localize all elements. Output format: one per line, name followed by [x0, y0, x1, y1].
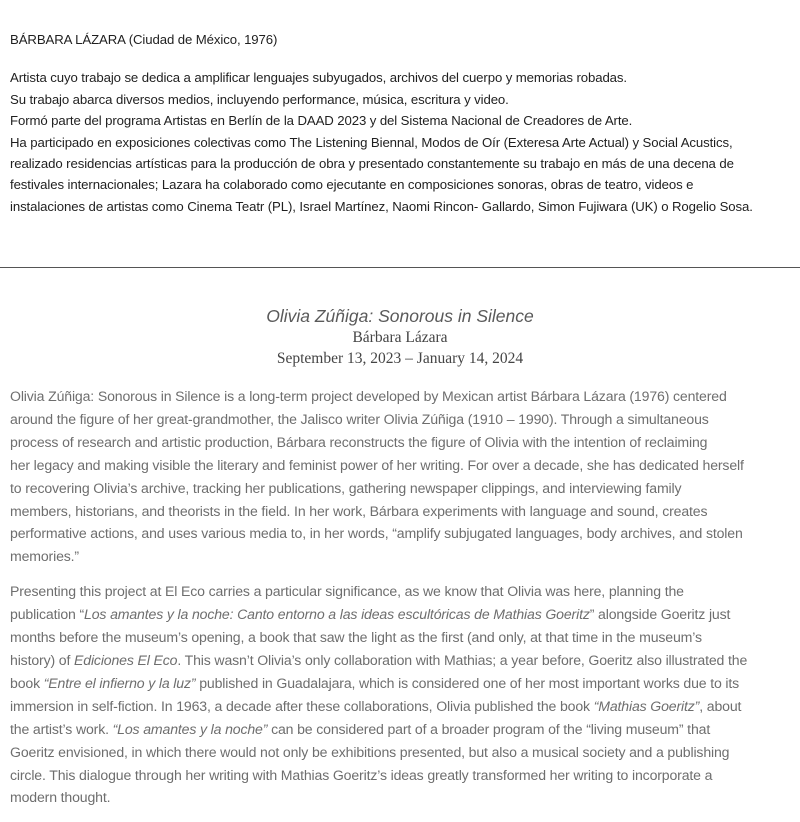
essay-line: Goeritz envisioned, in which there would not only be exhibitions presented, but also a musical society and a publishing	[10, 743, 730, 760]
exhibition-dates: September 13, 2023 – January 14, 2024	[276, 350, 524, 367]
essay-line: members, historians, and theorists in the field. In her work, Bárbara experiments with language and sound, creates	[10, 502, 708, 519]
essay-line	[10, 695, 795, 718]
essay-line: to recovering Olivia’s archive, tracking her publications, gathering newspaper clippings, and interviewing family	[10, 479, 682, 496]
book-title-los-amantes: “Los amantes y la noche”	[112, 720, 268, 737]
essay-line: Olivia Zúñiga: Sonorous in Silence is a long-term project developed by Mexican artist Bárbara Lázara (1976) centered	[10, 388, 727, 404]
essay-line: around the figure of her great-grandmother, the Jalisco writer Olivia Zúñiga (1910 – 1990). Through a simultaneous	[10, 410, 709, 427]
bio-line: instalaciones de artistas como Cinema Teatr (PL), Israel Martínez, Naomi Rincon- Gallardo, Simon Fujiwara (UK) o Rogelio Sosa.	[10, 198, 753, 214]
essay-text: ” alongside Goeritz just	[589, 606, 731, 623]
section-divider	[0, 267, 800, 268]
bio-line: Su trabajo abarca diversos medios, incluyendo performance, música, escritura y video.	[10, 91, 509, 107]
exhibition-artist: Bárbara Lázara	[352, 329, 448, 346]
essay-text: book	[10, 674, 44, 691]
bio-line: Ha participado en exposiciones colectivas como The Listening Biennal, Modos de Oír (Exteresa Arte Actual) y Social Acustics,	[10, 134, 733, 150]
essay-text: . This wasn’t Olivia’s only collaboration with Mathias; a year before, Goeritz also illustrated the	[177, 651, 748, 668]
essay-line: her legacy and making visible the literary and feminist power of her writing. For over a decade, she has dedicated herself	[10, 456, 744, 473]
essay-line: circle. This dialogue through her writing with Mathias Goeritz’s ideas greatly transformed her writing to incorporate a	[10, 766, 713, 783]
essay-text: history) of	[10, 651, 74, 668]
essay-text: can be considered part of a broader program of the “living museum” that	[267, 720, 711, 737]
exhibition-title: Olivia Zúñiga: Sonorous in Silence	[266, 306, 534, 326]
bio-line: realizado residencias artísticas para la producción de obra y presentado constantemente su trabajo en más de una decena de	[10, 156, 734, 172]
imprint-ediciones-el-eco: Ediciones El Eco	[74, 651, 178, 668]
exhibition-header	[0, 304, 800, 370]
essay-line	[10, 649, 795, 672]
essay-text: , about	[699, 697, 742, 714]
artist-name-heading: BÁRBARA LÁZARA (Ciudad de México, 1976)	[10, 32, 278, 47]
artist-bio	[10, 29, 795, 217]
essay-text: immersion in self-fiction. In 1963, a decade after these collaborations, Olivia published the book	[10, 697, 594, 714]
essay-line	[10, 672, 795, 695]
essay-line: modern thought.	[10, 789, 111, 806]
book-title-mathias-goeritz: “Mathias Goeritz”	[593, 697, 700, 714]
essay-line: months before the museum’s opening, a book that saw the light as the first (and only, at that time in the museum’s	[10, 629, 702, 646]
essay-line: performative actions, and uses various media to, in her words, “amplify subjugated languages, body archives, and stolen	[10, 525, 743, 542]
book-title-entre-el-infierno: “Entre el infierno y la luz”	[43, 674, 196, 691]
essay-text: the artist’s work.	[10, 720, 113, 737]
book-title-los-amantes-full: Los amantes y la noche: Canto entorno a las ideas escultóricas de Mathias Goeritz	[84, 606, 590, 623]
essay-line: memories.”	[10, 548, 79, 565]
essay-paragraph-2	[10, 580, 795, 809]
essay-text: publication “	[10, 606, 85, 623]
essay-line: process of research and artistic production, Bárbara reconstructs the figure of Olivia with the intention of reclaiming	[10, 433, 708, 450]
bio-line: festivales internacionales; Lazara ha colaborado como ejecutante en composiciones sonoras, obras de teatro, videos e	[10, 177, 694, 193]
essay-line	[10, 718, 795, 741]
essay-text: published in Guadalajara, which is considered one of her most important works due to its	[195, 674, 740, 691]
essay-line	[10, 603, 795, 626]
bio-line: Formó parte del programa Artistas en Berlín de la DAAD 2023 y del Sistema Nacional de Creadores de Arte.	[10, 113, 633, 129]
essay-line: Presenting this project at El Eco carries a particular significance, as we know that Olivia was here, planning the	[10, 583, 684, 600]
essay-paragraph-1	[10, 385, 795, 568]
bio-line: Artista cuyo trabajo se dedica a amplificar lenguajes subyugados, archivos del cuerpo y memorias robadas.	[10, 70, 627, 86]
exhibition-essay	[10, 385, 795, 821]
